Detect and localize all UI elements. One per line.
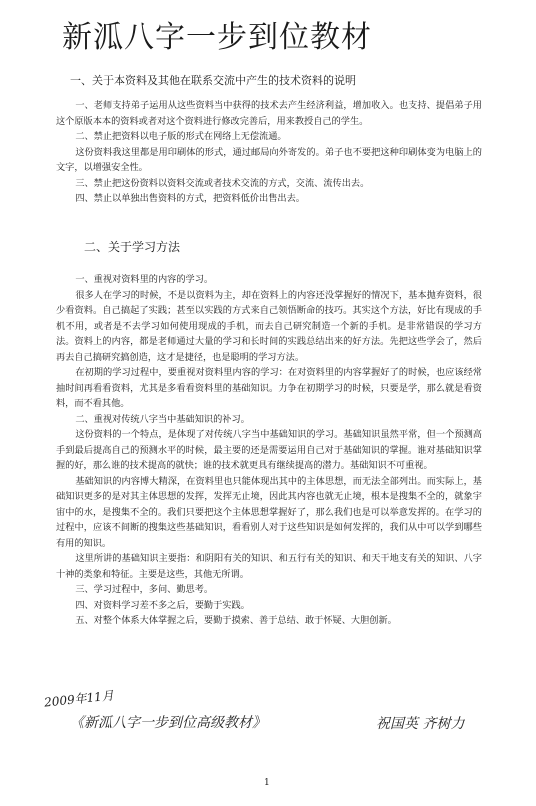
page-number: 1 [264,778,270,788]
section1-paragraph: 二、禁止把资料以电子版的形式在网络上无偿流通。 [75,131,287,142]
section1-heading: 一、关于本资料及其他在联系交流中产生的技术资料的说明 [70,74,356,87]
section1-paragraph: 这份资料我这里都是用印刷体的形式，通过邮局向外寄发的。弟子也不要把这种印刷体变为电脑上的文字，以增强安全性。 [56,146,482,173]
section1-paragraph: 一、老师支持弟子运用从这些资料当中获得的技术去产生经济利益，增加收入。也支持、提倡弟子用这个原版本本的资料或者对这个资料进行修改完善后，用来教授自己的学生。 [56,100,482,127]
section2-paragraph: 一、重视对资料里的内容的学习。 [75,274,214,285]
section2-paragraph: 基础知识的内容博大精深，在资料里也只能体现出其中的主体思想，而无法全部列出。而实际上，基础知识更多的是对其主体思想的发挥，发挥无止境，因此其内容也就无止境，根本是搜集不全的，就象宇宙中的水，是搜集不全的。我们只要把这个主体思想掌握好了，那么我们也是可以举意发挥的。在学习的过程中，应该不间断的搜集这些基础知识，看看别人对于这些知识是如何发挥的，我们从中可以学到哪些有用的知识。 [56,475,482,549]
section2-paragraph: 二、重视对传统八字当中基础知识的补习。 [75,413,250,425]
section2-paragraph: 在初期的学习过程中，要重视对资料里内容的学习：在对资料里的内容掌握好了的时候，也应该经常抽时间再看看资料，尤其是多看看资料里的基础知识。力争在初期学习的时候，只要是学，那么就是看资料，而不看其他。 [56,367,482,409]
handwritten-book-title: 《新泒八字一步到位高级教材》 [70,715,266,731]
handwritten-date: 2009年11月 [43,688,115,710]
section2-paragraph: 这里所讲的基础知识主要指：和阴阳有关的知识、和五行有关的知识、和天干地支有关的知识、八字十神的类象和特征。主要是这些，其他无所谓。 [56,553,482,580]
section2-body [56,272,482,629]
section1-paragraph: 三、禁止把这份资料以资料交流或者技术交流的方式，交流、流传出去。 [75,177,370,189]
section2-paragraph: 五、对整个体系大体掌握之后，要勤于摸索、善于总结、敢于怀疑、大胆创新。 [75,615,397,626]
handwritten-authors: 祝国英 齐树力 [376,716,465,732]
section1-paragraph: 四、禁止以单独出售资料的方式，把资料低价出售出去。 [75,193,305,204]
section2-paragraph: 很多人在学习的时候，不是以资料为主，却在资料上的内容还没掌握好的情况下，基本抛弃资料，很少看资料。自己搞起了实践；甚至以实践的方式来自己领悟断命的技巧。其实这个方法，好比有现成的手机不用，或者是不去学习如何使用现成的手机，而去自己研究制造一个新的手机。是非常错误的学习方法。资料上的内容，都是老师通过大量的学习和长时间的实践总结出来的好方法。先把这些学会了，然后再去自己搞研究搞创造，这才是捷径，也是聪明的学习方法。 [56,289,482,363]
section2-paragraph: 这份资料的一个特点，是体现了对传统八字当中基础知识的学习。基础知识虽然平常，但一个预测高手到最后提高自己的预测水平的时候，最主要的还是需要运用自己对于基础知识的掌握。谁对基础知识掌握的好，那么谁的技术提高的就快；谁的技术就更具有继续提高的潜力。基础知识不可重视。 [56,429,482,471]
page-title: 新泒八字一步到位教材 [62,20,372,55]
section2-paragraph: 三、学习过程中，多问、勤思考。 [75,584,214,595]
section2-paragraph: 四、对资料学习差不多之后，要勤于实践。 [75,599,250,611]
section1-body [56,98,482,207]
section2-heading: 二、关于学习方法 [84,240,181,254]
